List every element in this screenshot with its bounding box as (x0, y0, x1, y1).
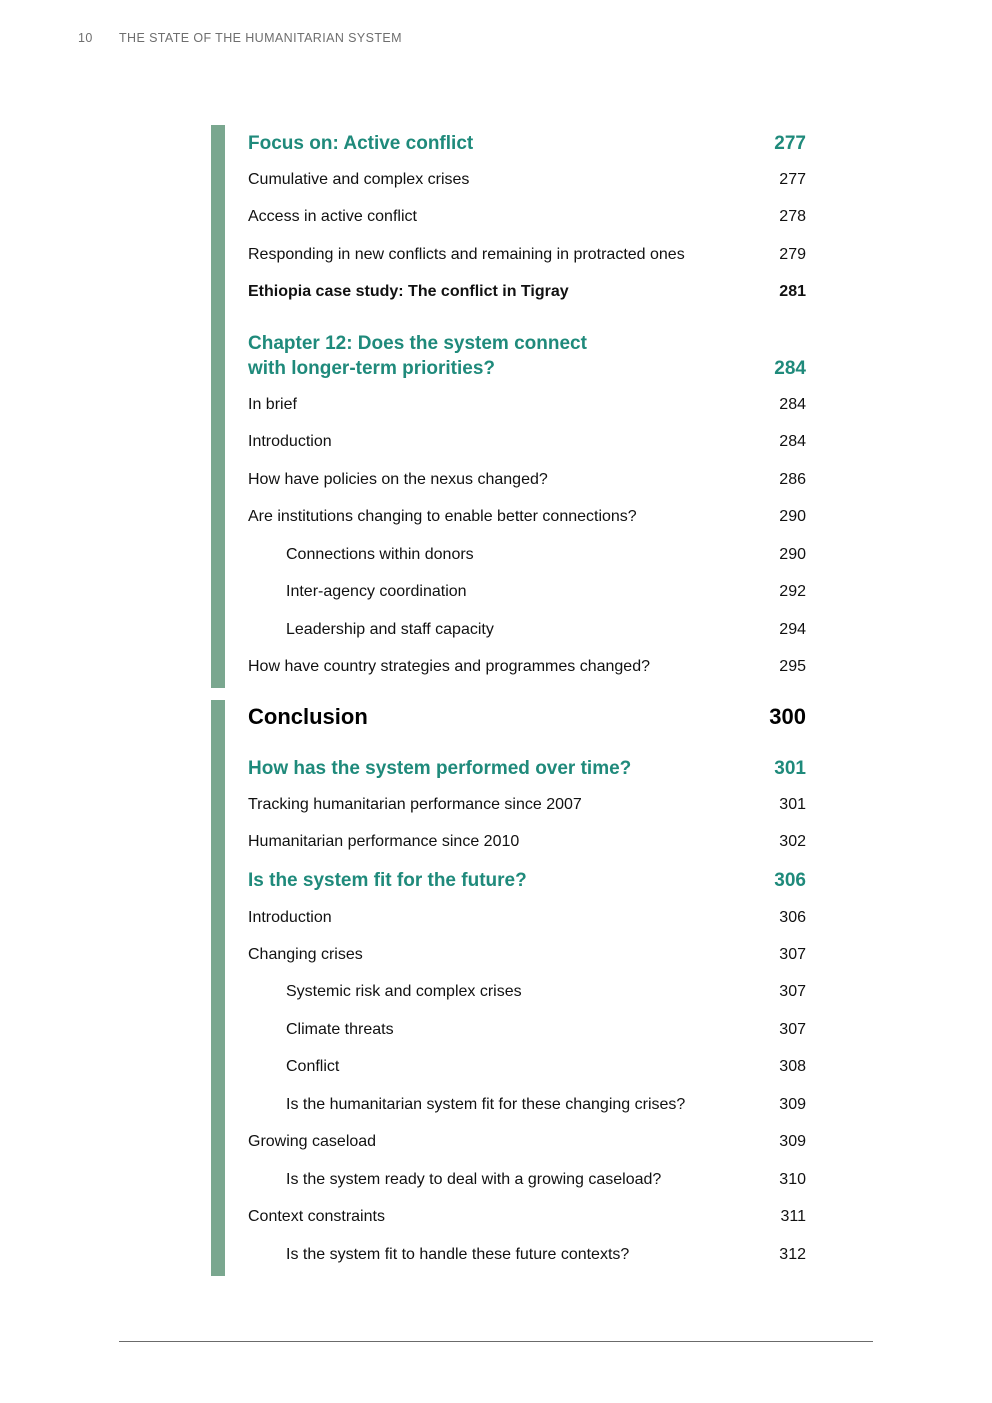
toc-subentry[interactable]: Climate threats 307 (286, 1021, 806, 1038)
toc-subentry[interactable]: Inter-agency coordination 292 (286, 583, 806, 600)
publication-title: THE STATE OF THE HUMANITARIAN SYSTEM (119, 31, 402, 45)
toc-subentry[interactable]: Is the humanitarian system fit for these changing crises? 309 (286, 1096, 806, 1113)
toc-entry[interactable]: Changing crises 307 (248, 946, 806, 963)
footer-rule (119, 1341, 873, 1342)
toc-subentry[interactable]: Leadership and staff capacity 294 (286, 621, 806, 638)
toc-entry-performance-over-time[interactable]: How has the system performed over time? 301 (248, 758, 806, 779)
toc-entry[interactable]: Humanitarian performance since 2010 302 (248, 833, 806, 850)
toc-entry[interactable]: In brief 284 (248, 396, 806, 413)
toc-entry[interactable]: How have policies on the nexus changed? 286 (248, 471, 806, 488)
toc-entry[interactable]: Tracking humanitarian performance since 2007 301 (248, 796, 806, 813)
toc-entry[interactable]: Access in active conflict 278 (248, 208, 806, 225)
toc-entry-fit-for-future[interactable]: Is the system fit for the future? 306 (248, 870, 806, 891)
toc-entry[interactable]: Context constraints 311 (248, 1208, 806, 1225)
toc-entry[interactable]: Responding in new conflicts and remaining in protracted ones 279 (248, 246, 806, 263)
toc-entry[interactable]: Growing caseload 309 (248, 1133, 806, 1150)
toc-subentry[interactable]: Is the system ready to deal with a growing caseload? 310 (286, 1171, 806, 1188)
toc-entry-chapter-12[interactable]: Chapter 12: Does the system connect with longer-term priorities? 284 (248, 333, 806, 379)
toc-entry[interactable]: Cumulative and complex crises 277 (248, 171, 806, 188)
section-bar-conclusion (211, 700, 225, 1276)
running-header (78, 31, 402, 45)
toc-entry[interactable]: How have country strategies and programmes changed? 295 (248, 658, 806, 675)
toc-entry-conclusion[interactable]: Conclusion 300 (248, 704, 806, 729)
toc-entry-focus-active-conflict[interactable]: Focus on: Active conflict 277 (248, 133, 806, 154)
toc-subentry[interactable]: Conflict 308 (286, 1058, 806, 1075)
toc-entry-case-study[interactable]: Ethiopia case study: The conflict in Tigray 281 (248, 283, 806, 300)
toc-entry[interactable]: Introduction 284 (248, 433, 806, 450)
toc-subentry[interactable]: Systemic risk and complex crises 307 (286, 983, 806, 1000)
section-bar-chapter-12 (211, 125, 225, 688)
page-number: 10 (78, 31, 93, 45)
toc-subentry[interactable]: Connections within donors 290 (286, 546, 806, 563)
toc-entry[interactable]: Are institutions changing to enable better connections? 290 (248, 508, 806, 525)
toc-entry[interactable]: Introduction 306 (248, 909, 806, 926)
toc-subentry[interactable]: Is the system fit to handle these future contexts? 312 (286, 1246, 806, 1263)
